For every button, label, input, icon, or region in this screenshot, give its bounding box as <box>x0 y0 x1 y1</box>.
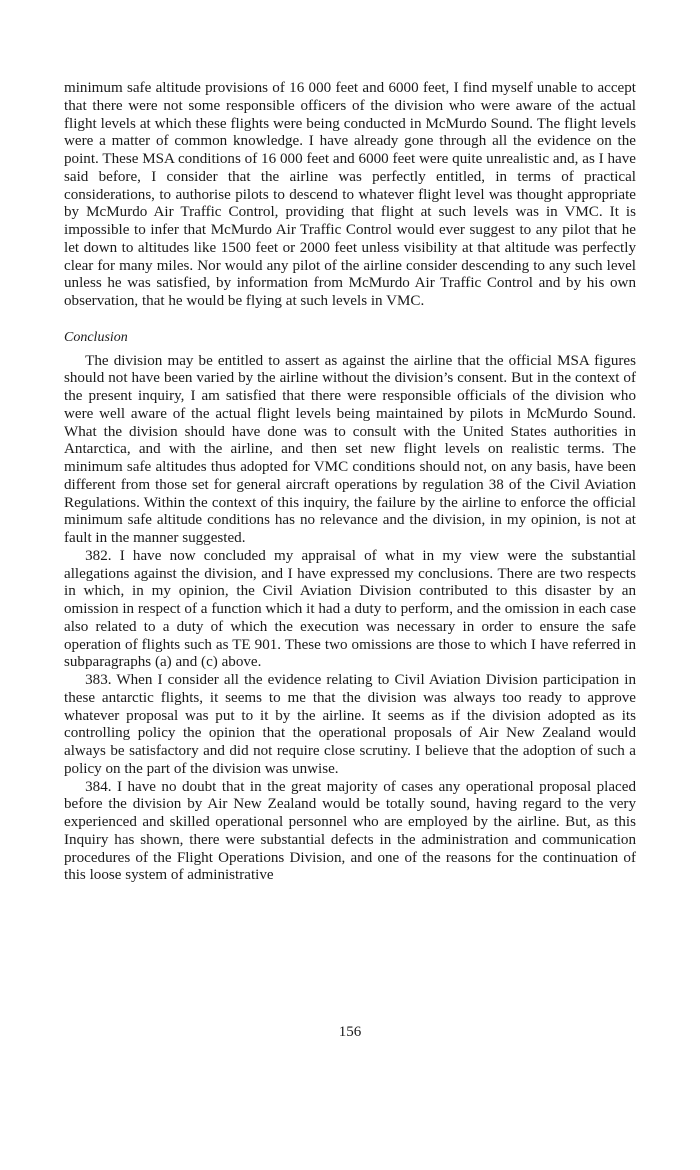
body-paragraph-383: 383. When I consider all the evidence relating to Civil Aviation Division participation in these antarctic flights, it seems to me that the division was always too ready to approve whatever proposal was put to it by the airline. It seems as if the division adopted as its controlling policy the opinion that the operational proposals of Air New Zealand would always be satisfactory and did not require close scrutiny. I believe that the adoption of such a policy on the part of the division was unwise. <box>64 672 636 777</box>
section-heading: Conclusion <box>64 329 128 345</box>
page-number: 156 <box>338 1024 362 1040</box>
body-paragraph-1: minimum safe altitude provisions of 16 000 feet and 6000 feet, I find myself unable to accept that there were not some responsible officers of the division who were aware of the actual flight levels at which these flights were being conducted in McMurdo Sound. The flight levels were a matter of common knowledge. I have already gone through all the evidence on the point. These MSA conditions of 16 000 feet and 6000 feet were quite unrealistic and, as I have said before, I consider that the airline was perfectly entitled, in terms of practical considerations, to authorise pilots to descend to whatever flight level was thought appropriate by McMurdo Air Traffic Control, providing that flight at such levels was in VMC. It is impossible to infer that McMurdo Air Traffic Control would ever suggest to any pilot that he let down to altitudes like 1500 feet or 2000 feet unless visibility at that altitude was perfectly clear for many miles. Nor would any pilot of the airline consider descending to any such level unless he was satisfied, by information from McMurdo Air Traffic Control and by his own observation, that he would be flying at such levels in VMC. <box>64 80 636 309</box>
body-paragraph-2: The division may be entitled to assert as against the airline that the official MSA figures should not have been varied by the airline without the division’s consent. But in the context of the present inquiry, I am satisfied that there were responsible officials of the division who were well aware of the actual flight levels being maintained by pilots in McMurdo Sound. What the division should have done was to consult with the United States authorities in Antarctica, and with the airline, and then set new flight levels on realistic terms. The minimum safe altitudes thus adopted for VMC conditions should not, on any basis, have been different from those set for general aircraft operations by regulation 38 of the Civil Aviation Regulations. Within the context of this inquiry, the failure by the airline to enforce the official minimum safe altitude conditions has no relevance and the division, in my opinion, is not at fault in the manner suggested. <box>64 352 636 546</box>
body-paragraph-384: 384. I have no doubt that in the great majority of cases any operational proposal placed before the division by Air New Zealand would be totally sound, having regard to the very experienced and skilled operational personnel who are employed by the airline. But, as this Inquiry has shown, there were substantial defects in the administration and communication procedures of the Flight Operations Division, and one of the reasons for the continuation of this loose system of administrative <box>64 778 636 884</box>
body-paragraph-382: 382. I have now concluded my appraisal of what in my view were the substantial allegations against the division, and I have expressed my conclusions. There are two respects in which, in my opinion, the Civil Aviation Division contributed to this disaster by an omission in respect of a function which it had a duty to perform, and the omission in each case also related to a duty of which the execution was necessary in order to ensure the safe operation of flights such as TE 901. These two omissions are those to which I have referred in subparagraphs (a) and (c) above. <box>64 547 636 671</box>
document-page <box>64 80 636 885</box>
